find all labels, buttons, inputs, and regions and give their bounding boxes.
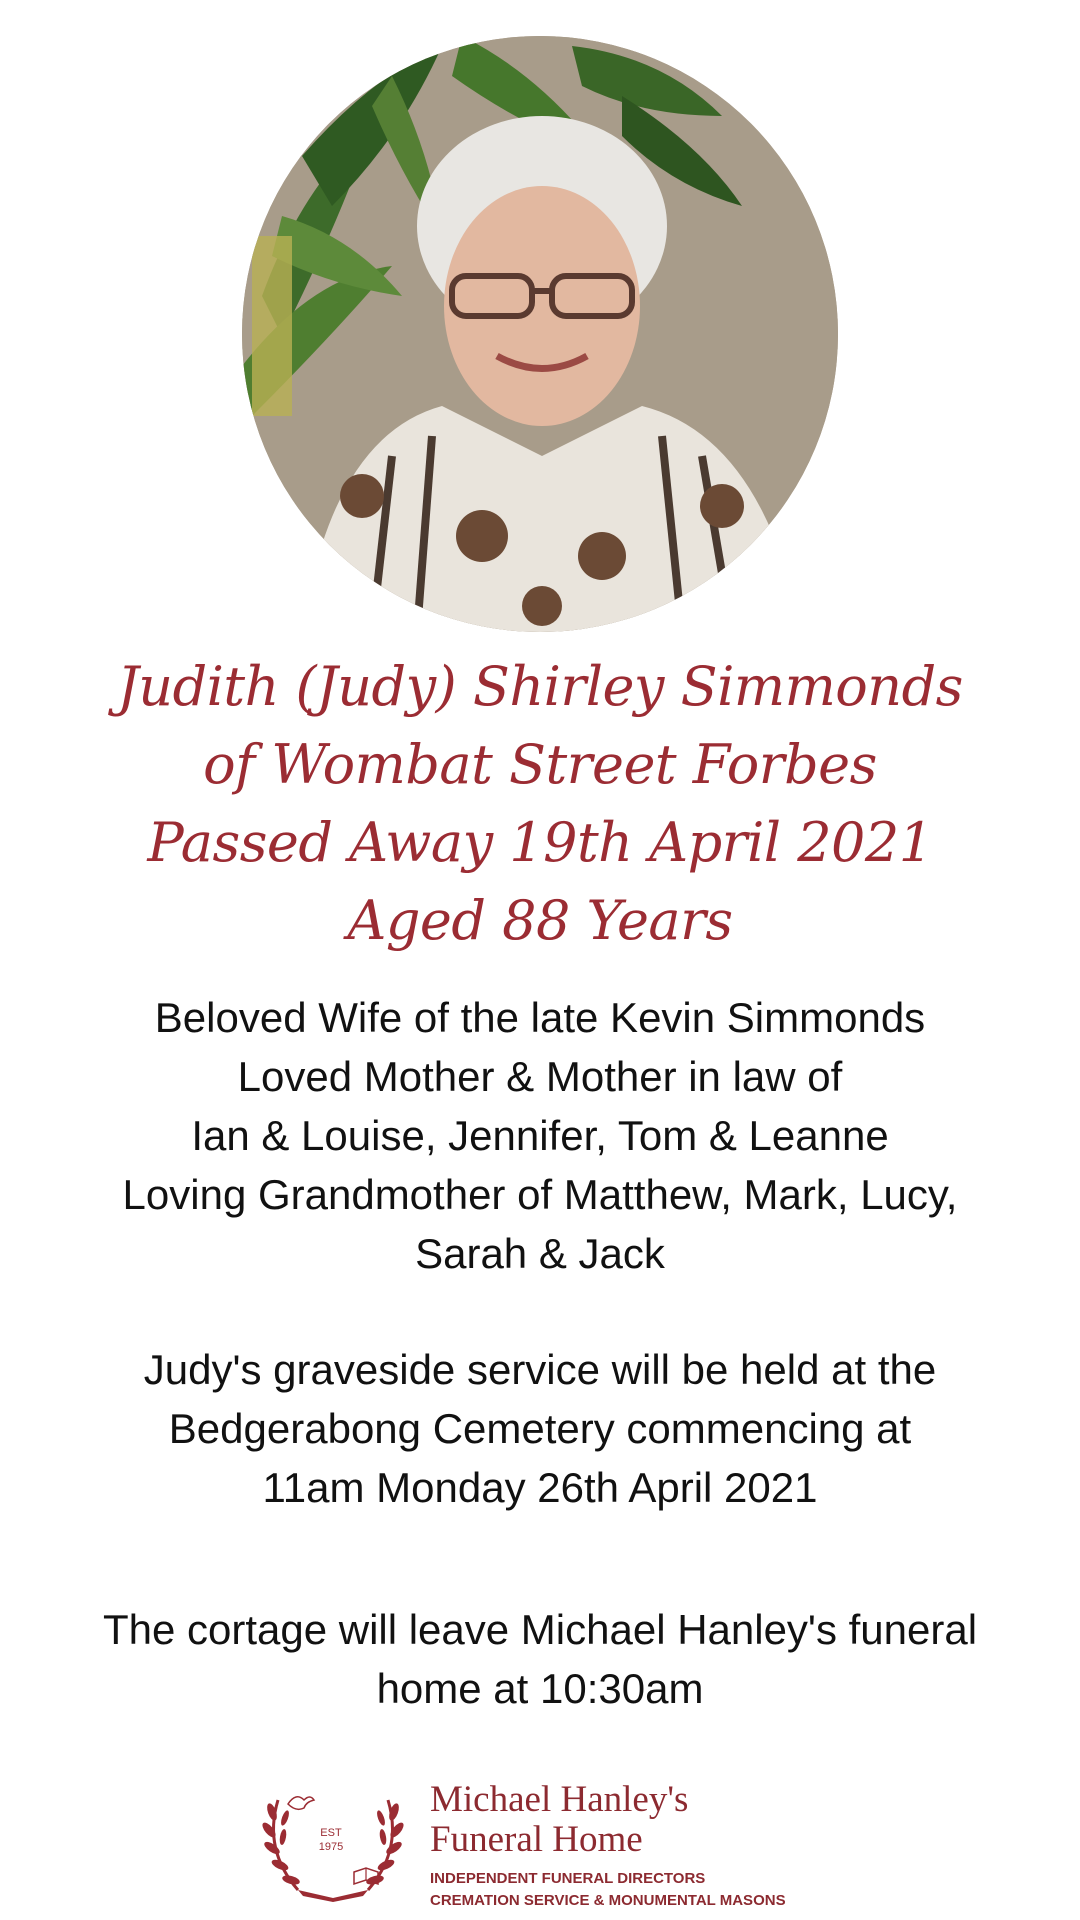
est-label [306, 1826, 356, 1854]
brand-name [430, 1780, 688, 1860]
family-line: Loved Mother & Mother in law of [237, 1053, 843, 1100]
portrait-photo-icon [242, 36, 838, 632]
cortege-line: home at 10:30am [376, 1665, 704, 1712]
laurel-wreath-dove-icon [258, 1790, 408, 1902]
deceased-portrait-photo [242, 36, 838, 632]
service-paragraph [0, 1340, 1080, 1517]
family-line: Beloved Wife of the late Kevin Simmonds [154, 994, 926, 1041]
notice-heading [0, 648, 1080, 960]
date-of-passing: Passed Away 19th April 2021 [147, 811, 933, 874]
family-line: Sarah & Jack [415, 1230, 665, 1277]
deceased-name: Judith (Judy) Shirley Simmonds [117, 655, 963, 718]
brand-tagline-1: INDEPENDENT FUNERAL DIRECTORS [430, 1870, 706, 1887]
brand-name-line2: Funeral Home [430, 1819, 643, 1860]
est-text: EST [320, 1827, 342, 1839]
service-line: Bedgerabong Cemetery commencing at [168, 1405, 912, 1452]
residence-line: of Wombat Street Forbes [203, 733, 877, 796]
brand-name-line1: Michael Hanley's [430, 1779, 689, 1820]
service-line: Judy's graveside service will be held at the [143, 1346, 937, 1393]
funeral-home-logo [258, 1780, 858, 1910]
family-line: Ian & Louise, Jennifer, Tom & Leanne [191, 1112, 889, 1159]
service-line: 11am Monday 26th April 2021 [262, 1464, 818, 1511]
est-year: 1975 [318, 1841, 344, 1853]
age-line: Aged 88 Years [347, 889, 733, 952]
family-line: Loving Grandmother of Matthew, Mark, Lucy, [122, 1171, 958, 1218]
cortege-line: The cortage will leave Michael Hanley's funeral [102, 1606, 978, 1653]
family-paragraph [0, 988, 1080, 1283]
brand-tagline-2: CREMATION SERVICE & MONUMENTAL MASONS [430, 1892, 786, 1909]
cortege-paragraph [0, 1600, 1080, 1718]
